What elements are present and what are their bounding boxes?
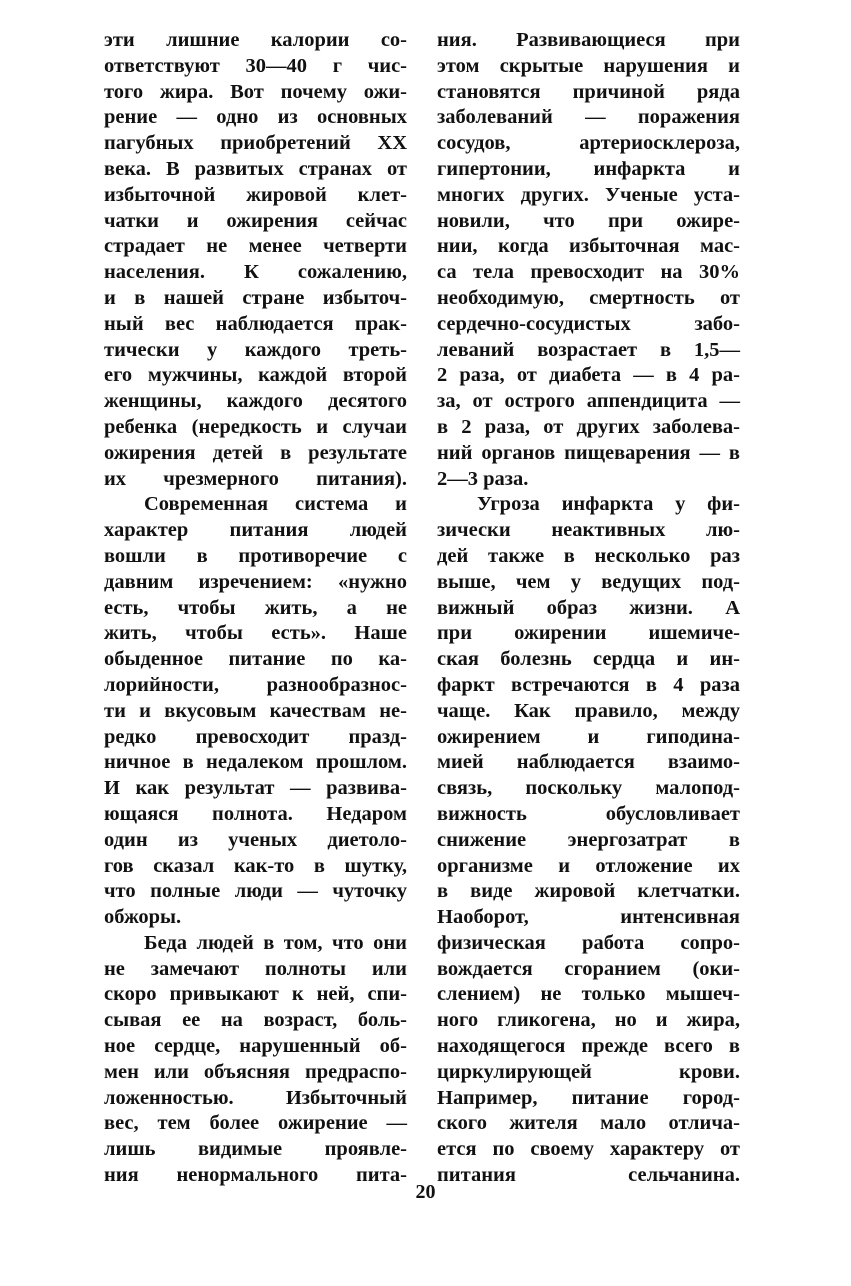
text-line: ти и вкусовым качествам не-: [104, 699, 407, 722]
text-line: ния. Развивающиеся при: [437, 29, 740, 51]
text-line: связь, поскольку малопод-: [437, 777, 740, 800]
text-line: ного гликогена, но и жира,: [437, 1009, 740, 1032]
text-line: необходимую, смертность от: [437, 286, 740, 309]
text-line: гипертонии, инфаркта и: [437, 157, 740, 180]
text-line: этом скрытые нарушения и: [437, 54, 740, 77]
text-line: при ожирении ишемиче-: [437, 622, 740, 645]
text-line: того жира. Вот почему ожи-: [104, 80, 407, 103]
text-line: лишь видимые проявле-: [104, 1138, 407, 1161]
text-line: сосудов, артериосклероза,: [437, 132, 740, 155]
text-line: женщины, каждого десятого: [104, 390, 407, 413]
text-line: чаще. Как правило, между: [437, 699, 740, 722]
text-line: вижный образ жизни. А: [437, 596, 740, 619]
text-line: 2—3 раза.: [437, 467, 529, 490]
text-line: рение — одно из основных: [104, 106, 407, 129]
text-line: ложенностью. Избыточный: [104, 1086, 407, 1109]
text-line: жить, чтобы есть». Наше: [104, 622, 407, 645]
text-line: в 2 раза, от других заболева-: [437, 415, 740, 438]
text-line: ребенка (нередкость и случаи: [104, 415, 407, 438]
text-line: скоро привыкают к ней, спи-: [104, 983, 407, 1006]
text-line: редко превосходит празд-: [104, 725, 407, 748]
text-line: новили, что при ожире-: [437, 209, 740, 232]
text-line: в виде жировой клетчатки.: [437, 880, 740, 903]
text-line: чатки и ожирения сейчас: [104, 209, 407, 232]
text-line: становятся причиной ряда: [437, 80, 740, 103]
text-line: ный вес наблюдается прак-: [104, 312, 407, 335]
text-line: ющаяся полнота. Недаром: [104, 802, 407, 825]
text-line: вошли в противоречие с: [104, 544, 407, 567]
text-line: снижение энергозатрат в: [437, 828, 740, 851]
text-line: сердечно-сосудистых забо-: [437, 312, 740, 335]
text-line: мен или объясняя предраспо-: [104, 1060, 407, 1083]
text-line: пагубных приобретений XX: [104, 132, 407, 155]
text-line: обжоры.: [104, 906, 182, 929]
text-line: тически у каждого треть-: [104, 338, 407, 361]
text-line: леваний возрастает в 1,5—: [437, 338, 740, 361]
text-line: вождается сгоранием (оки-: [437, 957, 740, 980]
text-line: ответствуют 30—40 г чис-: [104, 54, 407, 77]
text-line: ского жителя мало отлича-: [437, 1112, 740, 1135]
text-line: организме и отложение их: [437, 854, 740, 877]
left-text-column: [104, 28, 407, 1189]
text-line: населения. К сожалению,: [104, 261, 407, 284]
text-line: ное сердце, нарушенный об-: [104, 1035, 407, 1058]
text-line: характер питания людей: [104, 519, 407, 542]
right-text-column: [437, 28, 740, 1189]
text-line: Наоборот, интенсивная: [437, 906, 740, 929]
text-line: ожирения детей в результате: [104, 441, 407, 464]
text-line: что полные люди — чуточку: [104, 880, 407, 903]
text-line: слением) не только мышеч-: [437, 983, 740, 1006]
text-line: их чрезмерного питания).: [104, 467, 407, 490]
text-line: са тела превосходит на 30%: [437, 261, 740, 284]
text-line: заболеваний — поражения: [437, 106, 740, 129]
text-line: есть, чтобы жить, а не: [104, 596, 407, 619]
text-line: Беда людей в том, что они: [144, 931, 407, 954]
text-line: его мужчины, каждой второй: [104, 364, 407, 387]
text-line: ничное в недалеком прошлом.: [104, 751, 407, 774]
text-line: зически неактивных лю-: [437, 519, 740, 542]
text-line: лорийности, разнообразнос-: [104, 673, 407, 696]
text-line: вес, тем более ожирение —: [104, 1112, 407, 1135]
text-line: Например, питание город-: [437, 1086, 740, 1109]
text-line: многих других. Ученые уста-: [437, 183, 740, 206]
text-line: ется по своему характеру от: [437, 1138, 740, 1161]
text-line: Угроза инфаркта у фи-: [477, 493, 740, 516]
text-line: сывая ее на возраст, боль-: [104, 1009, 407, 1032]
text-line: ний органов пищеварения — в: [437, 441, 740, 464]
text-line: фаркт встречаются в 4 раза: [437, 673, 740, 696]
text-line: 2 раза, от диабета — в 4 ра-: [437, 364, 740, 387]
text-line: Современная система и: [144, 493, 407, 516]
text-line: обыденное питание по ка-: [104, 648, 407, 671]
text-line: питания сельчанина.: [437, 1164, 740, 1187]
text-line: избыточной жировой клет-: [104, 183, 407, 206]
text-line: не замечают полноты или: [104, 957, 407, 980]
text-line: страдает не менее четверти: [104, 235, 407, 258]
text-line: находящегося прежде всего в: [437, 1035, 740, 1058]
text-line: гов сказал как-то в шутку,: [104, 854, 407, 877]
text-line: давним изречением: «нужно: [104, 570, 407, 593]
page-number: 20: [415, 1181, 436, 1203]
text-line: ская болезнь сердца и ин-: [437, 648, 740, 671]
text-line: эти лишние калории со-: [104, 29, 407, 51]
text-line: мией наблюдается взаимо-: [437, 751, 740, 774]
text-line: за, от острого аппендицита —: [437, 390, 740, 413]
text-line: вижность обусловливает: [437, 802, 740, 825]
text-line: ния ненормального пита-: [104, 1164, 407, 1187]
text-line: нии, когда избыточная мас-: [437, 235, 740, 258]
text-line: один из ученых диетоло-: [104, 828, 407, 851]
text-line: века. В развитых странах от: [104, 157, 407, 180]
text-line: циркулирующей крови.: [437, 1060, 740, 1083]
text-line: ожирением и гиподина-: [437, 725, 740, 748]
text-line: дей также в несколько раз: [437, 544, 740, 567]
text-line: и в нашей стране избыточ-: [104, 286, 407, 309]
text-line: И как результат — развива-: [104, 777, 407, 800]
text-line: физическая работа сопро-: [437, 931, 740, 954]
text-line: выше, чем у ведущих под-: [437, 570, 740, 593]
